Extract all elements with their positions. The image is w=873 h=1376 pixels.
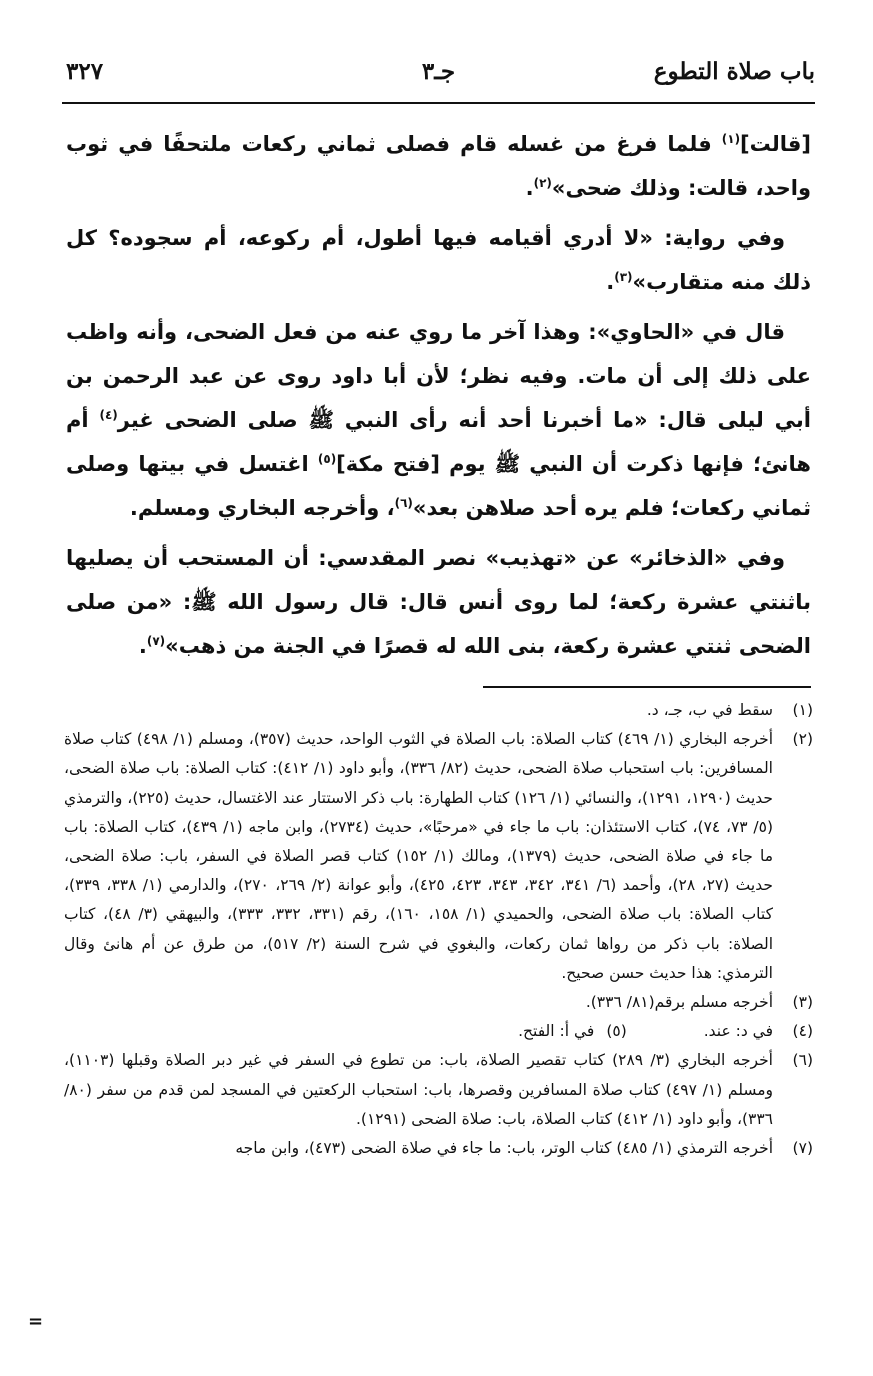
text-span: أم هانئ؛ فإنها ذكرت أن النبي ﷺ يوم [فتح مكة]: [66, 408, 811, 476]
text-span: .: [525, 176, 534, 200]
footnote-ref: (٧): [146, 634, 166, 648]
text-span: .: [138, 634, 147, 658]
footnote-7: [64, 1134, 813, 1163]
footnote-ref: (٦): [394, 496, 413, 510]
paragraph-4: [66, 536, 811, 668]
footnote-number: (٧): [792, 1139, 813, 1158]
footnote-5: [518, 1017, 627, 1046]
footnote-text: في أ: الفتح.: [518, 1022, 595, 1041]
text-span: قال في «الحاوي»: وهذا آخر ما روي عنه من فعل الضحى، وأنه واظب على ذلك إلى أن مات. وفيه نظر؛ لأن أبا داود روى عن عبد الرحمن بن أبي ليلى قال: «ما أخبرنا أحد أنه رأى النبي ﷺ صلى الضحى غير: [66, 320, 811, 432]
text-span: [قالت]: [740, 132, 811, 156]
footnote-text: أخرجه البخاري (٣/ ٢٨٩) كتاب تقصير الصلاة، باب: من تطوع في السفر في غير دبر الصلاة وقبلها (١١٠٣)، ومسلم (١/ ٤٩٧) كتاب صلاة المسافرين وقصرها، باب: استحباب الركعتين في المسجد لمن قدم من سفر (٨٠/ ٣٣٦)، وأبو داود (١/ ٤١٢) كتاب الصلاة، باب: صلاة الضحى (١٢٩١).: [64, 1051, 773, 1128]
footnote-number: (٦): [792, 1051, 813, 1070]
footnote-ref: (٥): [317, 452, 337, 466]
text-span: ، وأخرجه البخاري ومسلم.: [129, 496, 395, 520]
paragraph-3: [66, 310, 811, 530]
paragraph-2: [66, 216, 811, 304]
footnote-2: [64, 725, 813, 988]
footnote-number: (٢): [792, 730, 813, 749]
main-text: [66, 122, 811, 674]
footnote-text: أخرجه الترمذي (١/ ٤٨٥) كتاب الوتر، باب: ما جاء في صلاة الضحى (٤٧٣)، وابن ماجه: [235, 1139, 773, 1158]
footnote-ref: (١): [721, 132, 741, 146]
footnote-ref: (٢): [533, 176, 552, 190]
running-header: [62, 58, 815, 98]
paragraph-1: [66, 122, 811, 210]
footnote-number: (٤): [792, 1022, 813, 1041]
footnotes: [64, 696, 813, 1163]
footnote-ref: (٣): [614, 270, 633, 284]
footnote-text: أخرجه مسلم برقم(٨١/ ٣٣٦).: [585, 993, 773, 1012]
continuation-mark: =: [28, 1311, 44, 1332]
text-span: وفي رواية: «لا أدري أقيامه فيها أطول، أم ركوعه، أم سجوده؟ كل ذلك منه متقارب»: [66, 226, 811, 294]
text-span: فلما فرغ من غسله قام فصلى ثماني ركعات ملتحفًا في ثوب واحد، قالت: وذلك ضحى»: [66, 132, 811, 200]
footnote-number: (٥): [606, 1022, 627, 1041]
footnote-3: [64, 988, 813, 1017]
footnote-text: أخرجه البخاري (١/ ٤٦٩) كتاب الصلاة: باب الصلاة في الثوب الواحد، حديث (٣٥٧)، ومسلم (١/ ٤٩٨) كتاب صلاة المسافرين: باب استحباب صلاة الضحى، حديث (٨٢/ ٣٣٦)، وأبو داود (١/ ٤١٢): كتاب الصلاة: باب صلاة الضحى، حديث (١٢٩٠، ١٢٩١)، والنسائي (١/ ١٢٦) كتاب الطهارة: باب ذكر الاستتار عند الاغتسال، حديث (٢٢٥)، والترمذي (٥/ ٧٣، ٧٤)، كتاب الاستئذان: باب ما جاء في «مرحبًا»، حديث (٢٧٣٤)، وابن ماجه (١/ ٤٣٩)، كتاب الصلاة: باب ما جاء في صلاة الضحى، حديث (١٣٧٩)، ومالك (١/ ١٥٢) كتاب قصر الصلاة في السفر، باب: صلاة الضحى، حديث (٢٧، ٢٨)، وأحمد (٦/ ٣٤١، ٣٤٢، ٣٤٣، ٤٢٣، ٤٢٥)، وأبو عوانة (٢/ ٢٦٩، ٢٧٠)، والدارمي (١/ ٣٣٨، ٣٣٩)، كتاب الصلاة: باب صلاة الضحى، والحميدي (١/ ١٥٨، ١٦٠)، رقم (٣٣١، ٣٣٢، ٣٣٣)، والبيهقي (٣/ ٤٨)، كتاب الصلاة: باب ذكر من رواها ثمان ركعات، والبغوي في شرح السنة (٢/ ٥١٧)، من طرق عن أم هانئ وقال الترمذي: هذا حديث حسن صحيح.: [64, 730, 774, 982]
footnote-text: في د: عند.: [703, 1022, 773, 1041]
footnote-text: سقط في ب، جـ، د.: [646, 701, 773, 719]
text-span: .: [606, 270, 615, 294]
header-rule: [62, 102, 815, 104]
page-number: ٣٢٧: [66, 58, 104, 85]
chapter-title: باب صلاة التطوع: [653, 58, 815, 85]
text-span: اغتسل في بيتها وصلى ثماني ركعات؛ فلم يره أحد صلاهن بعد»: [66, 452, 811, 520]
footnote-separator: [483, 686, 811, 688]
footnote-4-5: [64, 1017, 813, 1046]
footnote-6: [64, 1046, 813, 1134]
footnote-ref: (٤): [99, 408, 118, 422]
footnote-1: [64, 696, 813, 725]
text-span: وفي «الذخائر» عن «تهذيب» نصر المقدسي: أن المستحب أن يصليها باثنتي عشرة ركعة؛ لما روى أنس قال: قال رسول الله ﷺ: «من صلى الضحى ثنتي عشرة ركعة، بنى الله له قصرًا في الجنة من ذهب»: [66, 546, 811, 658]
footnote-number: (٣): [792, 993, 813, 1012]
volume-label: جـ٣: [421, 58, 456, 85]
footnote-number: (١): [792, 701, 813, 719]
